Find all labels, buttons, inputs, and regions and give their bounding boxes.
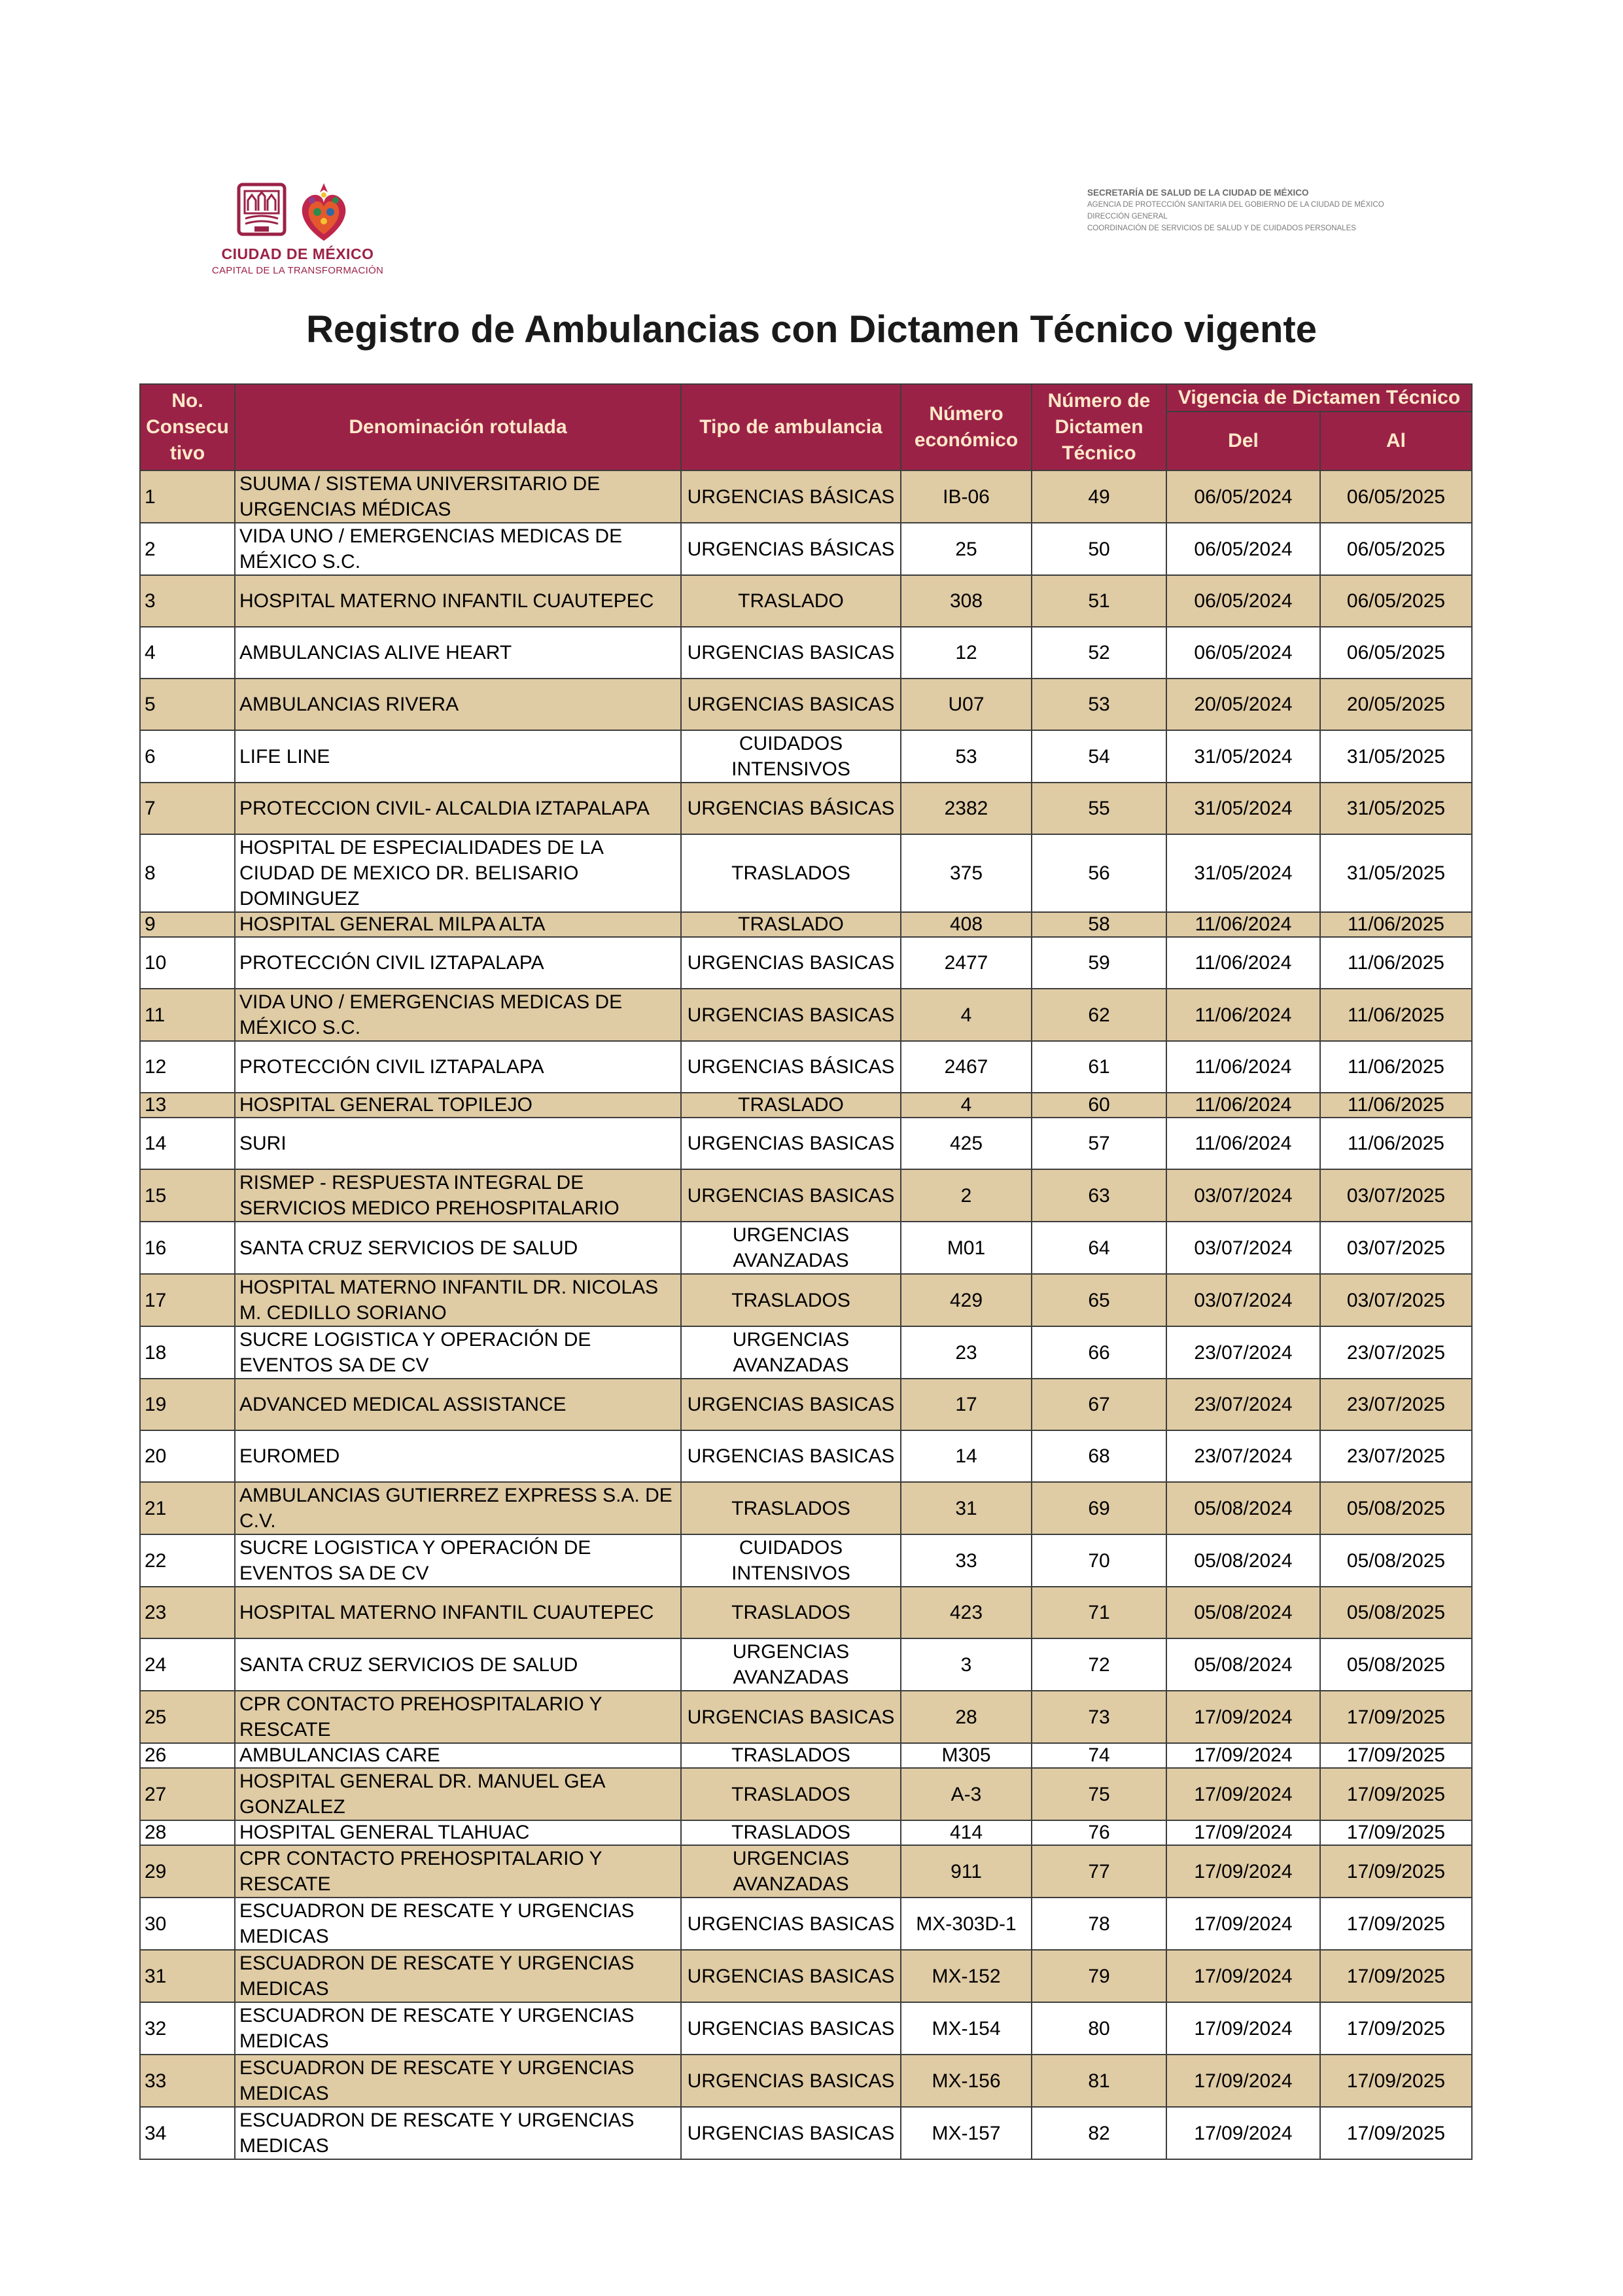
cell-vigencia-del: 03/07/2024: [1166, 1222, 1320, 1274]
agency-line: SECRETARÍA DE SALUD DE LA CIUDAD DE MÉXICO: [1087, 188, 1309, 198]
cell-numero-economico: M01: [901, 1222, 1032, 1274]
table-row: [140, 2002, 1472, 2055]
cdmx-emblem-icon: [200, 177, 396, 245]
table-row: [140, 1326, 1472, 1379]
header-no: No. Consecu tivo: [140, 384, 235, 470]
cell-vigencia-del: 05/08/2024: [1166, 1534, 1320, 1587]
cell-denominacion: SANTA CRUZ SERVICIOS DE SALUD: [235, 1638, 681, 1691]
cell-tipo: CUIDADOS INTENSIVOS: [681, 1534, 901, 1587]
table-row: [140, 1743, 1472, 1768]
cell-no: 28: [140, 1820, 235, 1845]
cell-tipo: URGENCIAS AVANZADAS: [681, 1638, 901, 1691]
table-row: [140, 783, 1472, 834]
agency-header: [1087, 186, 1480, 234]
cell-vigencia-del: 17/09/2024: [1166, 2107, 1320, 2159]
table-row: [140, 912, 1472, 937]
cell-tipo: URGENCIAS BÁSICAS: [681, 523, 901, 575]
cell-no: 9: [140, 912, 235, 937]
cell-vigencia-al: 06/05/2025: [1320, 470, 1472, 523]
cell-vigencia-al: 11/06/2025: [1320, 1093, 1472, 1118]
cell-numero-dictamen: 62: [1032, 989, 1166, 1041]
cell-tipo: TRASLADO: [681, 575, 901, 627]
cell-denominacion: HOSPITAL GENERAL MILPA ALTA: [235, 912, 681, 937]
cell-no: 11: [140, 989, 235, 1041]
cell-numero-economico: 4: [901, 1093, 1032, 1118]
cell-vigencia-del: 23/07/2024: [1166, 1326, 1320, 1379]
cell-numero-dictamen: 82: [1032, 2107, 1166, 2159]
cell-numero-dictamen: 51: [1032, 575, 1166, 627]
cell-vigencia-al: 17/09/2025: [1320, 1820, 1472, 1845]
page-title: Registro de Ambulancias con Dictamen Técnico vigente: [306, 308, 1317, 351]
header-numero-economico: Número económico: [901, 384, 1032, 470]
cell-denominacion: SURI: [235, 1118, 681, 1169]
cell-tipo: TRASLADOS: [681, 1482, 901, 1534]
cell-numero-economico: 2: [901, 1169, 1032, 1222]
cell-tipo: URGENCIAS AVANZADAS: [681, 1222, 901, 1274]
cell-tipo: URGENCIAS BASICAS: [681, 1898, 901, 1950]
cell-vigencia-al: 06/05/2025: [1320, 523, 1472, 575]
cell-numero-economico: 17: [901, 1379, 1032, 1430]
cell-denominacion: SUCRE LOGISTICA Y OPERACIÓN DE EVENTOS SA DE CV: [235, 1326, 681, 1379]
cell-numero-dictamen: 49: [1032, 470, 1166, 523]
cell-vigencia-al: 31/05/2025: [1320, 730, 1472, 783]
cell-numero-dictamen: 58: [1032, 912, 1166, 937]
header-al: Al: [1320, 412, 1472, 470]
header-denominacion: Denominación rotulada: [235, 384, 681, 470]
cell-numero-dictamen: 68: [1032, 1430, 1166, 1482]
cell-vigencia-al: 11/06/2025: [1320, 1118, 1472, 1169]
cell-numero-dictamen: 78: [1032, 1898, 1166, 1950]
cell-numero-economico: 53: [901, 730, 1032, 783]
cell-tipo: URGENCIAS BÁSICAS: [681, 783, 901, 834]
logo-subtitle: CAPITAL DE LA TRANSFORMACIÓN: [211, 265, 384, 276]
cell-tipo: TRASLADOS: [681, 1820, 901, 1845]
cell-vigencia-del: 06/05/2024: [1166, 627, 1320, 679]
cell-vigencia-del: 31/05/2024: [1166, 834, 1320, 912]
cell-numero-economico: 33: [901, 1534, 1032, 1587]
table-row: [140, 679, 1472, 730]
cell-vigencia-al: 11/06/2025: [1320, 912, 1472, 937]
table-row: [140, 1118, 1472, 1169]
table-row: [140, 1093, 1472, 1118]
cell-tipo: URGENCIAS AVANZADAS: [681, 1845, 901, 1898]
cell-vigencia-al: 06/05/2025: [1320, 575, 1472, 627]
cell-numero-dictamen: 75: [1032, 1768, 1166, 1820]
cell-numero-economico: U07: [901, 679, 1032, 730]
cell-denominacion: AMBULANCIAS GUTIERREZ EXPRESS S.A. DE C.V.: [235, 1482, 681, 1534]
cell-denominacion: HOSPITAL GENERAL TOPILEJO: [235, 1093, 681, 1118]
table-row: [140, 730, 1472, 783]
cell-vigencia-del: 23/07/2024: [1166, 1430, 1320, 1482]
cell-numero-dictamen: 80: [1032, 2002, 1166, 2055]
cell-no: 16: [140, 1222, 235, 1274]
cell-denominacion: SANTA CRUZ SERVICIOS DE SALUD: [235, 1222, 681, 1274]
table-row: [140, 2055, 1472, 2107]
cell-vigencia-al: 17/09/2025: [1320, 1743, 1472, 1768]
cell-vigencia-al: 11/06/2025: [1320, 1041, 1472, 1093]
cell-no: 4: [140, 627, 235, 679]
cell-vigencia-al: 05/08/2025: [1320, 1587, 1472, 1638]
cell-denominacion: EUROMED: [235, 1430, 681, 1482]
cell-tipo: URGENCIAS BASICAS: [681, 2107, 901, 2159]
cell-denominacion: VIDA UNO / EMERGENCIAS MEDICAS DE MÉXICO S.C.: [235, 989, 681, 1041]
cell-numero-economico: 2467: [901, 1041, 1032, 1093]
cell-tipo: URGENCIAS AVANZADAS: [681, 1326, 901, 1379]
cell-no: 25: [140, 1691, 235, 1743]
header-tipo: Tipo de ambulancia: [681, 384, 901, 470]
cell-numero-economico: 25: [901, 523, 1032, 575]
cell-tipo: URGENCIAS BASICAS: [681, 1691, 901, 1743]
cell-tipo: URGENCIAS BASICAS: [681, 679, 901, 730]
cell-vigencia-del: 11/06/2024: [1166, 1118, 1320, 1169]
cell-denominacion: HOSPITAL MATERNO INFANTIL CUAUTEPEC: [235, 1587, 681, 1638]
cell-denominacion: LIFE LINE: [235, 730, 681, 783]
cell-vigencia-al: 31/05/2025: [1320, 834, 1472, 912]
cell-denominacion: CPR CONTACTO PREHOSPITALARIO Y RESCATE: [235, 1691, 681, 1743]
cell-vigencia-del: 06/05/2024: [1166, 575, 1320, 627]
cell-no: 1: [140, 470, 235, 523]
cell-numero-dictamen: 60: [1032, 1093, 1166, 1118]
table-row: [140, 1274, 1472, 1326]
table-row: [140, 1820, 1472, 1845]
cell-denominacion: PROTECCIÓN CIVIL IZTAPALAPA: [235, 937, 681, 989]
cell-vigencia-al: 11/06/2025: [1320, 937, 1472, 989]
cell-vigencia-al: 03/07/2025: [1320, 1274, 1472, 1326]
cell-denominacion: ESCUADRON DE RESCATE Y URGENCIAS MEDICAS: [235, 1898, 681, 1950]
agency-line: DIRECCIÓN GENERAL: [1087, 213, 1168, 221]
header-vigencia: Vigencia de Dictamen Técnico: [1166, 384, 1472, 412]
cell-numero-dictamen: 53: [1032, 679, 1166, 730]
cell-numero-economico: 4: [901, 989, 1032, 1041]
cdmx-logo: [200, 177, 396, 285]
cell-numero-dictamen: 70: [1032, 1534, 1166, 1587]
cell-no: 13: [140, 1093, 235, 1118]
cell-tipo: URGENCIAS BASICAS: [681, 1379, 901, 1430]
cell-numero-economico: 12: [901, 627, 1032, 679]
cell-tipo: URGENCIAS BASICAS: [681, 1430, 901, 1482]
cell-denominacion: HOSPITAL DE ESPECIALIDADES DE LA CIUDAD DE MEXICO DR. BELISARIO DOMINGUEZ: [235, 834, 681, 912]
table-row: [140, 1482, 1472, 1534]
cell-vigencia-al: 17/09/2025: [1320, 1768, 1472, 1820]
cell-denominacion: ESCUADRON DE RESCATE Y URGENCIAS MEDICAS: [235, 2055, 681, 2107]
cell-tipo: URGENCIAS BÁSICAS: [681, 1041, 901, 1093]
table-row: [140, 1169, 1472, 1222]
cell-no: 21: [140, 1482, 235, 1534]
cell-numero-economico: IB-06: [901, 470, 1032, 523]
cell-vigencia-del: 06/05/2024: [1166, 470, 1320, 523]
cell-vigencia-al: 17/09/2025: [1320, 1691, 1472, 1743]
cell-no: 8: [140, 834, 235, 912]
cell-vigencia-del: 17/09/2024: [1166, 1691, 1320, 1743]
cell-vigencia-del: 03/07/2024: [1166, 1274, 1320, 1326]
cell-numero-dictamen: 50: [1032, 523, 1166, 575]
cell-tipo: URGENCIAS BASICAS: [681, 2055, 901, 2107]
cell-vigencia-al: 05/08/2025: [1320, 1638, 1472, 1691]
cell-numero-economico: 2382: [901, 783, 1032, 834]
cell-tipo: TRASLADOS: [681, 1743, 901, 1768]
cell-denominacion: ESCUADRON DE RESCATE Y URGENCIAS MEDICAS: [235, 2107, 681, 2159]
cell-no: 14: [140, 1118, 235, 1169]
cell-vigencia-del: 11/06/2024: [1166, 1093, 1320, 1118]
cell-no: 31: [140, 1950, 235, 2002]
cell-numero-dictamen: 69: [1032, 1482, 1166, 1534]
cell-no: 22: [140, 1534, 235, 1587]
cell-numero-economico: 423: [901, 1587, 1032, 1638]
cell-vigencia-del: 31/05/2024: [1166, 783, 1320, 834]
cell-numero-dictamen: 72: [1032, 1638, 1166, 1691]
table-row: [140, 2107, 1472, 2159]
cell-numero-economico: 375: [901, 834, 1032, 912]
cell-tipo: TRASLADO: [681, 1093, 901, 1118]
cell-vigencia-al: 11/06/2025: [1320, 989, 1472, 1041]
cell-vigencia-al: 05/08/2025: [1320, 1534, 1472, 1587]
cell-tipo: URGENCIAS BASICAS: [681, 989, 901, 1041]
cell-numero-economico: 429: [901, 1274, 1032, 1326]
cell-vigencia-del: 11/06/2024: [1166, 1041, 1320, 1093]
cell-tipo: TRASLADOS: [681, 834, 901, 912]
cell-no: 12: [140, 1041, 235, 1093]
cell-no: 32: [140, 2002, 235, 2055]
table-row: [140, 989, 1472, 1041]
cell-vigencia-al: 17/09/2025: [1320, 2055, 1472, 2107]
table-row: [140, 1768, 1472, 1820]
cell-vigencia-al: 17/09/2025: [1320, 1845, 1472, 1898]
cell-numero-economico: 31: [901, 1482, 1032, 1534]
cell-vigencia-del: 17/09/2024: [1166, 1743, 1320, 1768]
header-del: Del: [1166, 412, 1320, 470]
cell-numero-economico: 414: [901, 1820, 1032, 1845]
table-row: [140, 1638, 1472, 1691]
cell-numero-dictamen: 67: [1032, 1379, 1166, 1430]
cell-no: 5: [140, 679, 235, 730]
cell-vigencia-al: 17/09/2025: [1320, 1950, 1472, 2002]
cell-numero-economico: MX-303D-1: [901, 1898, 1032, 1950]
cell-tipo: URGENCIAS BASICAS: [681, 1169, 901, 1222]
cell-vigencia-al: 03/07/2025: [1320, 1169, 1472, 1222]
cell-vigencia-al: 03/07/2025: [1320, 1222, 1472, 1274]
agency-line: COORDINACIÓN DE SERVICIOS DE SALUD Y DE CUIDADOS PERSONALES: [1087, 224, 1356, 232]
cell-vigencia-del: 17/09/2024: [1166, 1950, 1320, 2002]
cell-numero-dictamen: 54: [1032, 730, 1166, 783]
cell-numero-economico: MX-152: [901, 1950, 1032, 2002]
cell-no: 24: [140, 1638, 235, 1691]
cell-vigencia-del: 06/05/2024: [1166, 523, 1320, 575]
cell-numero-dictamen: 61: [1032, 1041, 1166, 1093]
cell-no: 34: [140, 2107, 235, 2159]
cell-denominacion: HOSPITAL GENERAL DR. MANUEL GEA GONZALEZ: [235, 1768, 681, 1820]
cell-vigencia-del: 11/06/2024: [1166, 937, 1320, 989]
table-row: [140, 470, 1472, 523]
cell-denominacion: AMBULANCIAS RIVERA: [235, 679, 681, 730]
table-row: [140, 834, 1472, 912]
table-row: [140, 1222, 1472, 1274]
cell-numero-dictamen: 65: [1032, 1274, 1166, 1326]
cell-vigencia-del: 11/06/2024: [1166, 912, 1320, 937]
cell-denominacion: HOSPITAL MATERNO INFANTIL CUAUTEPEC: [235, 575, 681, 627]
cell-denominacion: PROTECCIÓN CIVIL IZTAPALAPA: [235, 1041, 681, 1093]
cell-vigencia-del: 17/09/2024: [1166, 1768, 1320, 1820]
cell-numero-economico: 911: [901, 1845, 1032, 1898]
cell-no: 15: [140, 1169, 235, 1222]
cell-numero-dictamen: 74: [1032, 1743, 1166, 1768]
cell-numero-economico: 28: [901, 1691, 1032, 1743]
table-row: [140, 1041, 1472, 1093]
cell-vigencia-del: 17/09/2024: [1166, 2055, 1320, 2107]
cell-tipo: TRASLADOS: [681, 1768, 901, 1820]
table-row: [140, 1898, 1472, 1950]
cell-tipo: TRASLADOS: [681, 1587, 901, 1638]
cell-tipo: URGENCIAS BÁSICAS: [681, 470, 901, 523]
cell-vigencia-al: 17/09/2025: [1320, 1898, 1472, 1950]
cell-numero-dictamen: 59: [1032, 937, 1166, 989]
table-row: [140, 1845, 1472, 1898]
cell-numero-dictamen: 63: [1032, 1169, 1166, 1222]
cell-vigencia-al: 23/07/2025: [1320, 1379, 1472, 1430]
cell-no: 6: [140, 730, 235, 783]
agency-line: AGENCIA DE PROTECCIÓN SANITARIA DEL GOBIERNO DE LA CIUDAD DE MÉXICO: [1087, 201, 1384, 209]
cell-vigencia-del: 03/07/2024: [1166, 1169, 1320, 1222]
table-row: [140, 1950, 1472, 2002]
cell-numero-dictamen: 56: [1032, 834, 1166, 912]
cell-numero-dictamen: 79: [1032, 1950, 1166, 2002]
cell-vigencia-al: 31/05/2025: [1320, 783, 1472, 834]
cell-vigencia-del: 23/07/2024: [1166, 1379, 1320, 1430]
cell-vigencia-del: 17/09/2024: [1166, 1845, 1320, 1898]
cell-denominacion: AMBULANCIAS ALIVE HEART: [235, 627, 681, 679]
cell-denominacion: HOSPITAL GENERAL TLAHUAC: [235, 1820, 681, 1845]
cell-denominacion: ADVANCED MEDICAL ASSISTANCE: [235, 1379, 681, 1430]
cell-numero-dictamen: 77: [1032, 1845, 1166, 1898]
cell-numero-economico: M305: [901, 1743, 1032, 1768]
table-row: [140, 627, 1472, 679]
cell-no: 2: [140, 523, 235, 575]
cell-numero-dictamen: 81: [1032, 2055, 1166, 2107]
cell-numero-economico: MX-157: [901, 2107, 1032, 2159]
cell-vigencia-del: 20/05/2024: [1166, 679, 1320, 730]
cell-vigencia-del: 11/06/2024: [1166, 989, 1320, 1041]
cell-numero-economico: 408: [901, 912, 1032, 937]
cell-numero-economico: 2477: [901, 937, 1032, 989]
cell-vigencia-del: 17/09/2024: [1166, 1820, 1320, 1845]
cell-no: 7: [140, 783, 235, 834]
cell-no: 3: [140, 575, 235, 627]
table-row: [140, 1691, 1472, 1743]
cell-vigencia-del: 05/08/2024: [1166, 1638, 1320, 1691]
cell-no: 30: [140, 1898, 235, 1950]
cell-denominacion: CPR CONTACTO PREHOSPITALARIO Y RESCATE: [235, 1845, 681, 1898]
cell-vigencia-al: 06/05/2025: [1320, 627, 1472, 679]
table-row: [140, 1379, 1472, 1430]
logo-title: CIUDAD DE MÉXICO: [221, 245, 374, 262]
cell-denominacion: ESCUADRON DE RESCATE Y URGENCIAS MEDICAS: [235, 1950, 681, 2002]
cell-tipo: TRASLADOS: [681, 1274, 901, 1326]
cell-denominacion: SUUMA / SISTEMA UNIVERSITARIO DE URGENCIAS MÉDICAS: [235, 470, 681, 523]
cell-no: 10: [140, 937, 235, 989]
cell-denominacion: SUCRE LOGISTICA Y OPERACIÓN DE EVENTOS SA DE CV: [235, 1534, 681, 1587]
cell-numero-dictamen: 64: [1032, 1222, 1166, 1274]
cell-numero-economico: MX-154: [901, 2002, 1032, 2055]
cell-vigencia-al: 23/07/2025: [1320, 1326, 1472, 1379]
cell-vigencia-al: 20/05/2025: [1320, 679, 1472, 730]
header-numero-dictamen: Número de Dictamen Técnico: [1032, 384, 1166, 470]
cell-vigencia-al: 23/07/2025: [1320, 1430, 1472, 1482]
cell-vigencia-del: 17/09/2024: [1166, 2002, 1320, 2055]
cell-vigencia-al: 17/09/2025: [1320, 2107, 1472, 2159]
cell-vigencia-del: 31/05/2024: [1166, 730, 1320, 783]
cell-no: 23: [140, 1587, 235, 1638]
cell-numero-economico: 425: [901, 1118, 1032, 1169]
cell-no: 27: [140, 1768, 235, 1820]
cell-tipo: URGENCIAS BASICAS: [681, 2002, 901, 2055]
cell-numero-dictamen: 76: [1032, 1820, 1166, 1845]
cell-numero-economico: MX-156: [901, 2055, 1032, 2107]
table-row: [140, 1430, 1472, 1482]
cell-no: 17: [140, 1274, 235, 1326]
cell-numero-dictamen: 73: [1032, 1691, 1166, 1743]
cell-denominacion: VIDA UNO / EMERGENCIAS MEDICAS DE MÉXICO S.C.: [235, 523, 681, 575]
cell-vigencia-del: 05/08/2024: [1166, 1587, 1320, 1638]
cell-no: 18: [140, 1326, 235, 1379]
cell-tipo: URGENCIAS BASICAS: [681, 1950, 901, 2002]
cell-numero-dictamen: 52: [1032, 627, 1166, 679]
cell-no: 19: [140, 1379, 235, 1430]
cell-numero-dictamen: 71: [1032, 1587, 1166, 1638]
cell-denominacion: AMBULANCIAS CARE: [235, 1743, 681, 1768]
ambulance-register-table: [139, 383, 1473, 2160]
cell-denominacion: ESCUADRON DE RESCATE Y URGENCIAS MEDICAS: [235, 2002, 681, 2055]
cell-numero-dictamen: 66: [1032, 1326, 1166, 1379]
cell-vigencia-al: 17/09/2025: [1320, 2002, 1472, 2055]
cell-no: 29: [140, 1845, 235, 1898]
cell-tipo: TRASLADO: [681, 912, 901, 937]
cell-numero-economico: 23: [901, 1326, 1032, 1379]
cell-vigencia-al: 05/08/2025: [1320, 1482, 1472, 1534]
cell-numero-dictamen: 57: [1032, 1118, 1166, 1169]
cell-vigencia-del: 05/08/2024: [1166, 1482, 1320, 1534]
cell-no: 26: [140, 1743, 235, 1768]
table-row: [140, 575, 1472, 627]
cell-numero-economico: 3: [901, 1638, 1032, 1691]
cell-vigencia-del: 17/09/2024: [1166, 1898, 1320, 1950]
table-row: [140, 523, 1472, 575]
cell-numero-dictamen: 55: [1032, 783, 1166, 834]
table-row: [140, 937, 1472, 989]
cell-numero-economico: A-3: [901, 1768, 1032, 1820]
cell-numero-economico: 308: [901, 575, 1032, 627]
cell-no: 20: [140, 1430, 235, 1482]
cell-tipo: URGENCIAS BASICAS: [681, 627, 901, 679]
cell-tipo: CUIDADOS INTENSIVOS: [681, 730, 901, 783]
table-row: [140, 1534, 1472, 1587]
cell-denominacion: RISMEP - RESPUESTA INTEGRAL DE SERVICIOS MEDICO PREHOSPITALARIO: [235, 1169, 681, 1222]
cell-tipo: URGENCIAS BASICAS: [681, 937, 901, 989]
cell-denominacion: HOSPITAL MATERNO INFANTIL DR. NICOLAS M. CEDILLO SORIANO: [235, 1274, 681, 1326]
table-row: [140, 1587, 1472, 1638]
cell-denominacion: PROTECCION CIVIL- ALCALDIA IZTAPALAPA: [235, 783, 681, 834]
cell-tipo: URGENCIAS BASICAS: [681, 1118, 901, 1169]
cell-numero-economico: 14: [901, 1430, 1032, 1482]
cell-no: 33: [140, 2055, 235, 2107]
